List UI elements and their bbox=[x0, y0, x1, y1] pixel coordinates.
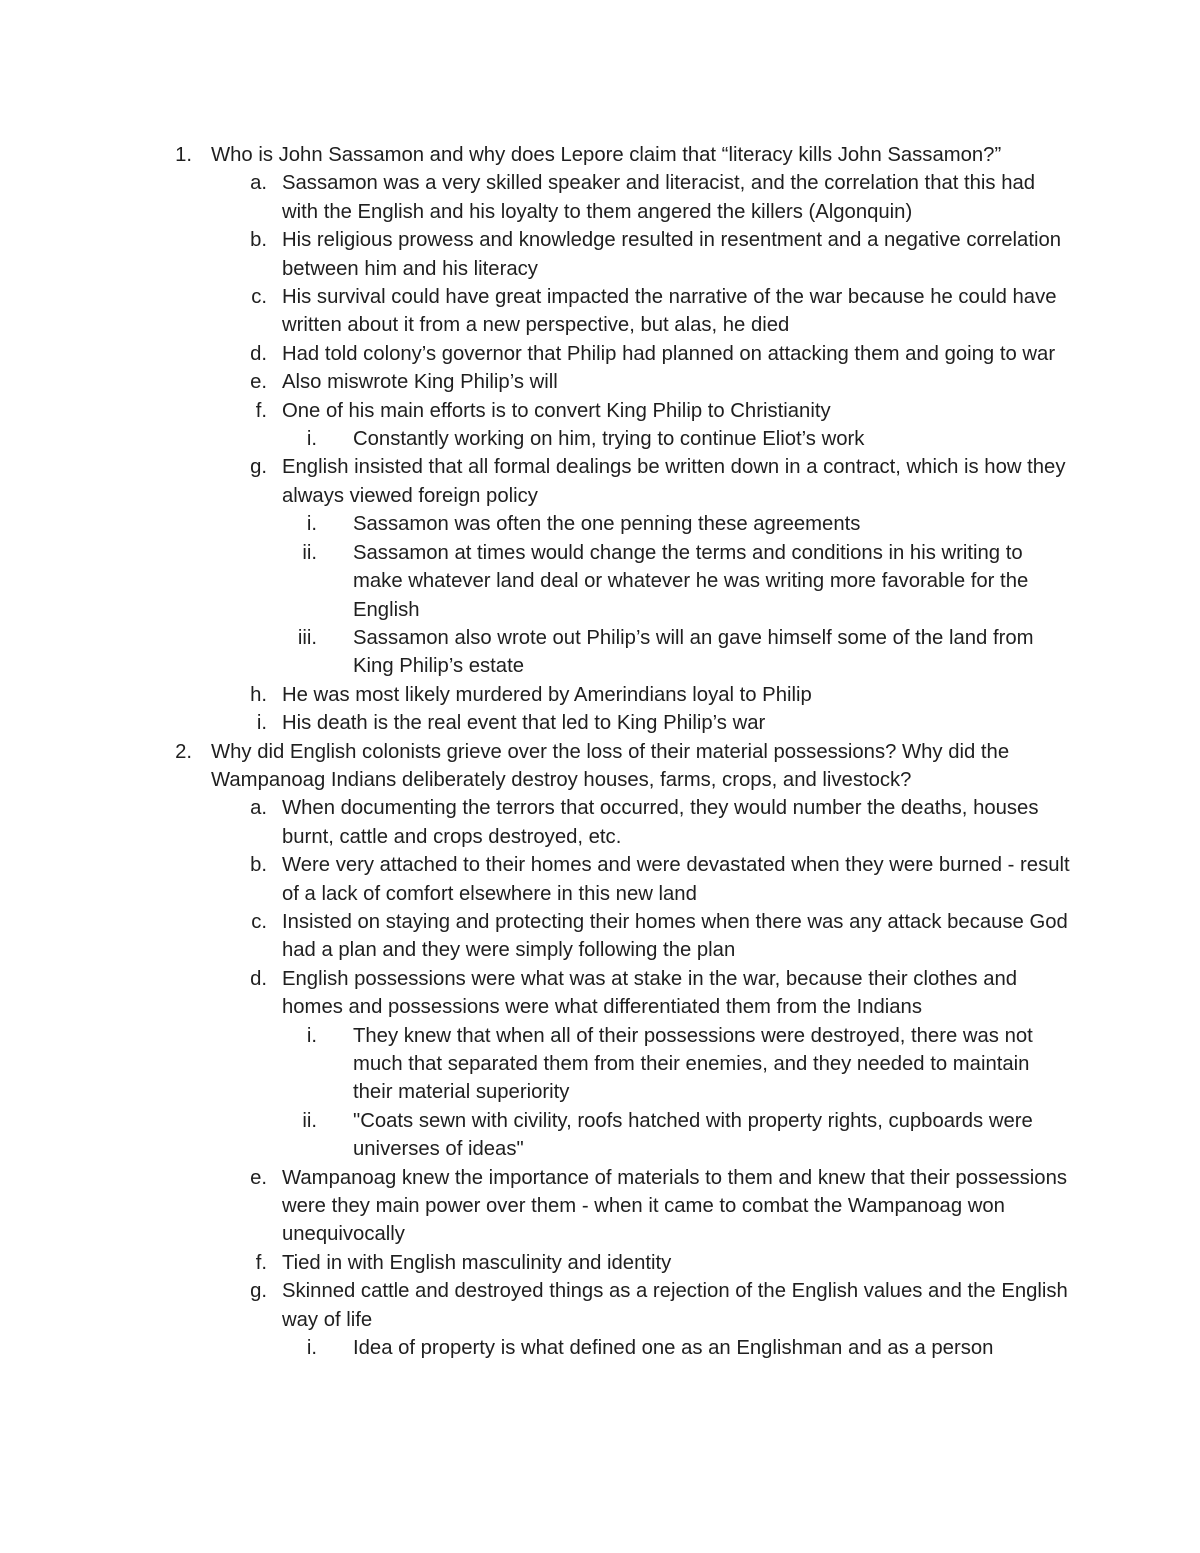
answer-item bbox=[0, 794, 1200, 851]
answer-item bbox=[0, 908, 1200, 965]
answer-item bbox=[0, 1249, 1200, 1277]
list-item-text: Were very attached to their homes and were devastated when they were burned - result of a lack of comfort elsewhere in this new land bbox=[282, 854, 1070, 905]
list-marker: i. bbox=[256, 712, 267, 735]
list-marker: b. bbox=[250, 229, 267, 252]
outline-list bbox=[0, 141, 1200, 1362]
list-marker: g. bbox=[250, 456, 267, 479]
answer-item bbox=[0, 1164, 1200, 1249]
list-item-text: Idea of property is what defined one as an Englishman and as a person bbox=[353, 1337, 994, 1360]
list-item-text: His religious prowess and knowledge resulted in resentment and a negative correlation between him and his literacy bbox=[282, 229, 1062, 280]
sub-answer-item bbox=[0, 1022, 1200, 1107]
answer-item bbox=[0, 340, 1200, 368]
list-marker: f. bbox=[255, 399, 267, 422]
list-item-text: Who is John Sassamon and why does Lepore claim that “literacy kills John Sassamon?” bbox=[211, 144, 1002, 166]
sub-answer-item bbox=[0, 510, 1200, 538]
answer-item bbox=[0, 226, 1200, 283]
list-item-text: Also miswrote King Philip’s will bbox=[282, 371, 558, 394]
answer-item bbox=[0, 453, 1200, 510]
list-item-text: Had told colony’s governor that Philip had planned on attacking them and going to war bbox=[282, 342, 1056, 365]
list-marker: c. bbox=[251, 910, 267, 933]
list-item-text: One of his main efforts is to convert King Philip to Christianity bbox=[282, 399, 831, 422]
list-item-text: Sassamon at times would change the terms and conditions in his writing to make whatever land deal or whatever he was writing more favorable for the English bbox=[353, 541, 1029, 621]
list-item-text: English possessions were what was at stake in the war, because their clothes and homes and possessions were what differentiated them from the Indians bbox=[282, 967, 1018, 1019]
list-marker: d. bbox=[250, 342, 267, 365]
list-item-text: Tied in with English masculinity and identity bbox=[282, 1251, 672, 1274]
list-marker: 1. bbox=[175, 144, 192, 166]
answer-item bbox=[0, 368, 1200, 396]
list-item-text: Sassamon was often the one penning these agreements bbox=[353, 513, 861, 536]
list-marker: c. bbox=[251, 286, 267, 309]
answer-item bbox=[0, 1277, 1200, 1334]
list-marker: i. bbox=[306, 513, 317, 536]
list-marker: a. bbox=[250, 172, 267, 195]
sub-answer-item bbox=[0, 624, 1200, 681]
list-item-text: Constantly working on him, trying to continue Eliot’s work bbox=[353, 428, 865, 451]
list-item-text: Why did English colonists grieve over the loss of their material possessions? Why did the Wampanoag Indians deliberately destroy houses, farms, crops, and livestock? bbox=[211, 740, 1010, 791]
question-item bbox=[0, 141, 1200, 169]
list-item-text: Insisted on staying and protecting their homes when there was any attack because God had a plan and they were simply following the plan bbox=[282, 910, 1068, 962]
list-item-text: Skinned cattle and destroyed things as a rejection of the English values and the English way of life bbox=[282, 1280, 1068, 1331]
sub-answer-item bbox=[0, 1107, 1200, 1164]
list-item-text: He was most likely murdered by Amerindians loyal to Philip bbox=[282, 683, 812, 706]
list-marker: f. bbox=[255, 1251, 267, 1274]
answer-item bbox=[0, 965, 1200, 1022]
answer-item bbox=[0, 851, 1200, 908]
list-marker: d. bbox=[250, 967, 267, 990]
list-item-text: Wampanoag knew the importance of materials to them and knew that their possessions were they main power over them - when it came to combat the Wampanoag won unequivocally bbox=[282, 1166, 1067, 1246]
list-marker: i. bbox=[306, 428, 317, 451]
list-item-text: Sassamon was a very skilled speaker and literacist, and the correlation that this had with the English and his loyalty to them angered the killers (Algonquin) bbox=[282, 172, 1036, 223]
list-marker: b. bbox=[250, 854, 267, 877]
list-marker: ii. bbox=[302, 1109, 317, 1132]
list-item-text: "Coats sewn with civility, roofs hatched with property rights, cupboards were universes of ideas" bbox=[353, 1109, 1033, 1161]
list-item-text: His survival could have great impacted the narrative of the war because he could have written about it from a new perspective, but alas, he died bbox=[282, 286, 1057, 337]
answer-item bbox=[0, 709, 1200, 737]
list-item-text: When documenting the terrors that occurred, they would number the deaths, houses burnt, cattle and crops destroyed, etc. bbox=[282, 797, 1039, 848]
list-item-text: English insisted that all formal dealings be written down in a contract, which is how they always viewed foreign policy bbox=[282, 456, 1066, 507]
sub-answer-item bbox=[0, 539, 1200, 624]
question-item bbox=[0, 738, 1200, 795]
list-marker: e. bbox=[250, 371, 267, 394]
answer-item bbox=[0, 169, 1200, 226]
list-marker: e. bbox=[250, 1166, 267, 1189]
list-marker: a. bbox=[250, 797, 267, 820]
list-marker: i. bbox=[306, 1024, 317, 1047]
list-item-text: Sassamon also wrote out Philip’s will an gave himself some of the land from King Philip’s estate bbox=[353, 626, 1034, 678]
list-marker: ii. bbox=[302, 541, 317, 564]
sub-answer-item bbox=[0, 425, 1200, 453]
list-marker: g. bbox=[250, 1280, 267, 1303]
list-marker: i. bbox=[306, 1337, 317, 1360]
list-marker: iii. bbox=[297, 626, 317, 649]
answer-item bbox=[0, 681, 1200, 709]
list-marker: h. bbox=[250, 683, 267, 706]
sub-answer-item bbox=[0, 1334, 1200, 1362]
list-item-text: His death is the real event that led to King Philip’s war bbox=[282, 712, 766, 735]
list-item-text: They knew that when all of their possessions were destroyed, there was not much that separated them from their enemies, and they needed to maintain their material superiority bbox=[353, 1024, 1033, 1104]
list-marker: 2. bbox=[175, 740, 192, 763]
answer-item bbox=[0, 283, 1200, 340]
answer-item bbox=[0, 397, 1200, 425]
